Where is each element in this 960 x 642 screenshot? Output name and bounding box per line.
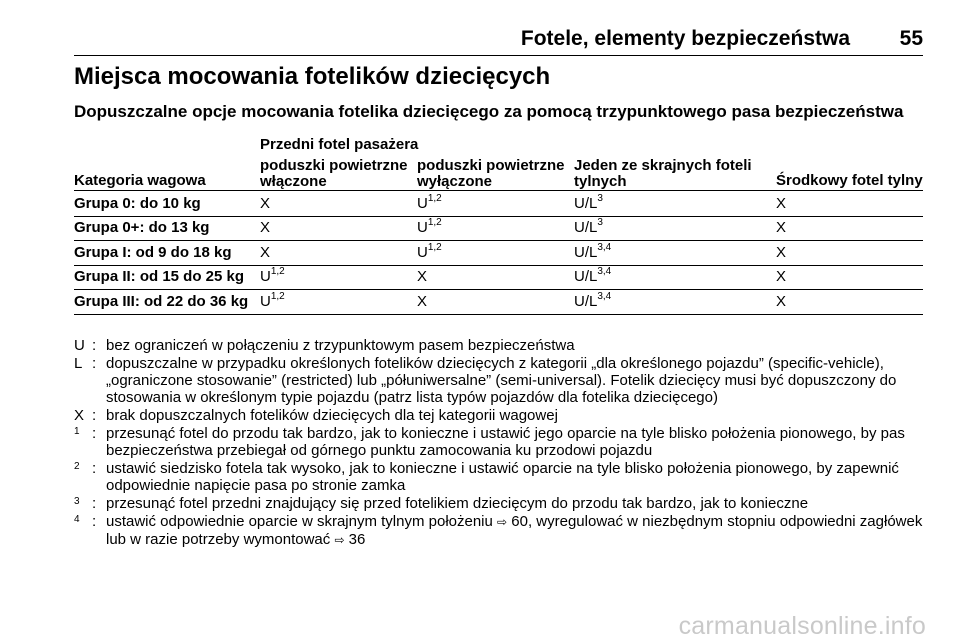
page-reference[interactable]: 60 xyxy=(511,513,528,530)
cell-weight-group-value: Grupa III: od 22 do 36 kg xyxy=(74,292,249,310)
legend-colon: : xyxy=(92,513,97,530)
cell-outer-rear xyxy=(574,195,603,213)
cell-weight-group xyxy=(74,195,201,213)
cell-outer-rear-footnote-ref: 3,4 xyxy=(597,290,612,302)
column-header-outer-rear xyxy=(574,158,752,190)
legend-key: 3 xyxy=(74,496,80,507)
table-row xyxy=(74,241,923,266)
legend-colon: : xyxy=(92,355,97,372)
cell-center-rear xyxy=(776,244,786,262)
legend-text: ustawić siedzisko fotela tak wysoko, jak to konieczne i ustawić oparcie na tyle blisko położenia pionowego, by zapewnić odpowiednie napięcie pasa po stronie zamka xyxy=(106,460,899,494)
legend-item xyxy=(74,355,926,406)
cell-airbag-off xyxy=(417,195,442,213)
cell-center-rear xyxy=(776,219,786,237)
legend-key: 4 xyxy=(74,514,80,525)
column-header-outer-rear-line1: Jeden ze skrajnych foteli xyxy=(574,157,752,174)
cell-outer-rear-value: U/L xyxy=(574,268,598,286)
cell-center-rear xyxy=(776,293,786,311)
table-row xyxy=(74,216,923,241)
legend-key: L xyxy=(74,355,83,372)
cell-airbag-on xyxy=(260,244,270,262)
legend-text: dopuszczalne w przypadku określonych fotelików dziecięcych z kategorii „dla określonego pojazdu” (specific-vehicle), „ograniczone stosowanie” (restricted) lub „półuniwersalne” (semi-universal). Fotelik dziecięcy musi być dopuszczony do stosowania w określonym typie pojazdu (patrz lista typów pojazdów dla fotelika dziecięcego) xyxy=(106,355,897,406)
cell-airbag-off-value: X xyxy=(417,292,428,310)
cell-airbag-off-value: U xyxy=(417,243,428,261)
legend-item xyxy=(74,407,926,424)
cell-weight-group-value: Grupa 0: do 10 kg xyxy=(74,195,201,212)
legend-text: przesunąć fotel do przodu tak bardzo, jak to konieczne i ustawić jego oparcie na tyle blisko położenia pionowego, by pas bezpieczeństwa przebiegał od górnego punktu zamocowania ku przodowi pojazdu xyxy=(106,425,905,459)
cell-outer-rear xyxy=(574,268,611,286)
cell-airbag-off-footnote-ref: 1,2 xyxy=(427,217,442,229)
column-header-center-rear xyxy=(776,173,923,189)
cell-outer-rear-footnote-ref: 3 xyxy=(597,217,603,229)
cell-outer-rear-footnote-ref: 3 xyxy=(597,193,603,204)
watermark: carmanualsonline.info xyxy=(678,612,926,640)
cell-outer-rear-footnote-ref: 3,4 xyxy=(597,241,612,253)
cell-airbag-off xyxy=(417,268,427,286)
column-header-airbag-off-line1: poduszki powietrzne xyxy=(417,157,565,174)
legend-colon: : xyxy=(92,425,97,442)
cell-outer-rear xyxy=(574,290,612,311)
cell-airbag-on-footnote-ref: 1,2 xyxy=(270,266,285,278)
legend-colon: : xyxy=(92,495,97,512)
cell-airbag-on-footnote-ref: 1,2 xyxy=(270,290,285,302)
cell-center-rear xyxy=(776,268,786,286)
column-header-airbag-on xyxy=(260,158,408,190)
cell-center-rear-value: X xyxy=(776,292,787,310)
cell-airbag-off-value: U xyxy=(417,195,428,212)
cell-airbag-off xyxy=(417,219,442,237)
front-seat-group-header: Przedni fotel pasażera xyxy=(260,136,419,153)
cell-airbag-on-value: X xyxy=(260,243,271,261)
legend-text: przesunąć fotel przedni znajdujący się przed fotelikiem dziecięcym do przodu tak bardzo, jak to konieczne xyxy=(106,495,809,512)
cell-weight-group xyxy=(74,244,232,262)
reference-arrow-icon: ⇨ xyxy=(497,515,508,529)
cell-airbag-on-value: X xyxy=(260,195,271,212)
legend-key: 2 xyxy=(74,461,80,472)
legend-item xyxy=(74,513,926,549)
cell-airbag-off xyxy=(417,293,427,311)
subsection-title: Dopuszczalne opcje mocowania fotelika dziecięcego za pomocą trzypunktowego pasa bezpieczeństwa xyxy=(74,102,904,121)
cell-weight-group xyxy=(74,268,244,286)
legend-colon: : xyxy=(92,407,97,424)
legend-item xyxy=(74,460,926,494)
legend-text: ustawić odpowiednie oparcie w skrajnym tylnym położeniu xyxy=(106,513,498,530)
cell-outer-rear xyxy=(574,219,603,237)
cell-airbag-off-footnote-ref: 1,2 xyxy=(427,241,442,253)
page-reference[interactable]: 36 xyxy=(348,531,366,548)
legend-text: brak dopuszczalnych fotelików dziecięcych dla tej kategorii wagowej xyxy=(106,407,558,424)
cell-airbag-off-footnote-ref: 1,2 xyxy=(427,193,442,204)
cell-outer-rear-value: U/L xyxy=(574,219,598,237)
column-header-airbag-off xyxy=(417,158,565,190)
cell-weight-group xyxy=(74,293,248,311)
legend-notes xyxy=(74,337,926,550)
column-header-airbag-on-line1: poduszki powietrzne xyxy=(260,157,408,174)
legend-item xyxy=(74,425,926,459)
cell-weight-group-value: Grupa I: od 9 do 18 kg xyxy=(74,243,232,261)
legend-text: , wyregulować w niezbędnym stopniu odpowiedni zagłówek lub w razie potrzeby wymontować xyxy=(106,513,923,548)
cell-airbag-on xyxy=(260,290,285,311)
cell-airbag-on xyxy=(260,219,270,237)
legend-key: 1 xyxy=(74,426,80,437)
legend-colon: : xyxy=(92,337,97,354)
cell-outer-rear-footnote-ref: 3,4 xyxy=(597,266,612,278)
cell-center-rear-value: X xyxy=(776,219,787,237)
cell-airbag-on-value: X xyxy=(260,219,271,237)
cell-outer-rear-value: U/L xyxy=(574,243,598,261)
column-header-weight xyxy=(74,173,206,189)
cell-airbag-on xyxy=(260,195,270,213)
table-header-rule xyxy=(74,190,923,191)
cell-outer-rear-value: U/L xyxy=(574,195,598,212)
column-header-outer-rear-line2: tylnych xyxy=(574,173,627,190)
cell-airbag-off-value: U xyxy=(417,219,428,237)
cell-outer-rear-value: U/L xyxy=(574,292,598,310)
column-header-center-rear-text: Środkowy fotel tylny xyxy=(776,172,923,189)
cell-weight-group xyxy=(74,219,209,237)
cell-center-rear-value: X xyxy=(776,268,787,286)
cell-airbag-off xyxy=(417,241,442,262)
page-number: 55 xyxy=(899,27,923,50)
cell-outer-rear xyxy=(574,241,612,262)
cell-weight-group-value: Grupa II: od 15 do 25 kg xyxy=(74,268,245,286)
table-row xyxy=(74,192,923,217)
running-header-title: Fotele, elementy bezpieczeństwa xyxy=(520,27,850,50)
cell-weight-group-value: Grupa 0+: do 13 kg xyxy=(74,219,210,237)
column-header-airbag-on-line2: włączone xyxy=(260,173,327,190)
column-header-airbag-off-line2: wyłączone xyxy=(417,173,493,190)
column-header-weight-text: Kategoria wagowa xyxy=(74,172,206,189)
cell-airbag-on xyxy=(260,268,285,286)
table-row xyxy=(74,265,923,290)
cell-airbag-on-value: U xyxy=(260,292,271,310)
cell-center-rear-value: X xyxy=(776,195,787,212)
reference-arrow-icon: ⇨ xyxy=(334,533,345,547)
legend-key: X xyxy=(74,407,85,424)
cell-airbag-off-value: X xyxy=(417,268,428,286)
cell-center-rear-value: X xyxy=(776,243,787,261)
legend-text: bez ograniczeń w połączeniu z trzypunktowym pasem bezpieczeństwa xyxy=(106,337,575,354)
legend-key: U xyxy=(74,337,85,354)
legend-item xyxy=(74,337,926,354)
legend-item xyxy=(74,495,926,512)
section-title: Miejsca mocowania fotelików dziecięcych xyxy=(74,63,551,90)
table-row xyxy=(74,290,923,315)
legend-colon: : xyxy=(92,460,97,477)
cell-center-rear xyxy=(776,195,786,213)
header-divider xyxy=(74,55,923,56)
cell-airbag-on-value: U xyxy=(260,268,271,286)
